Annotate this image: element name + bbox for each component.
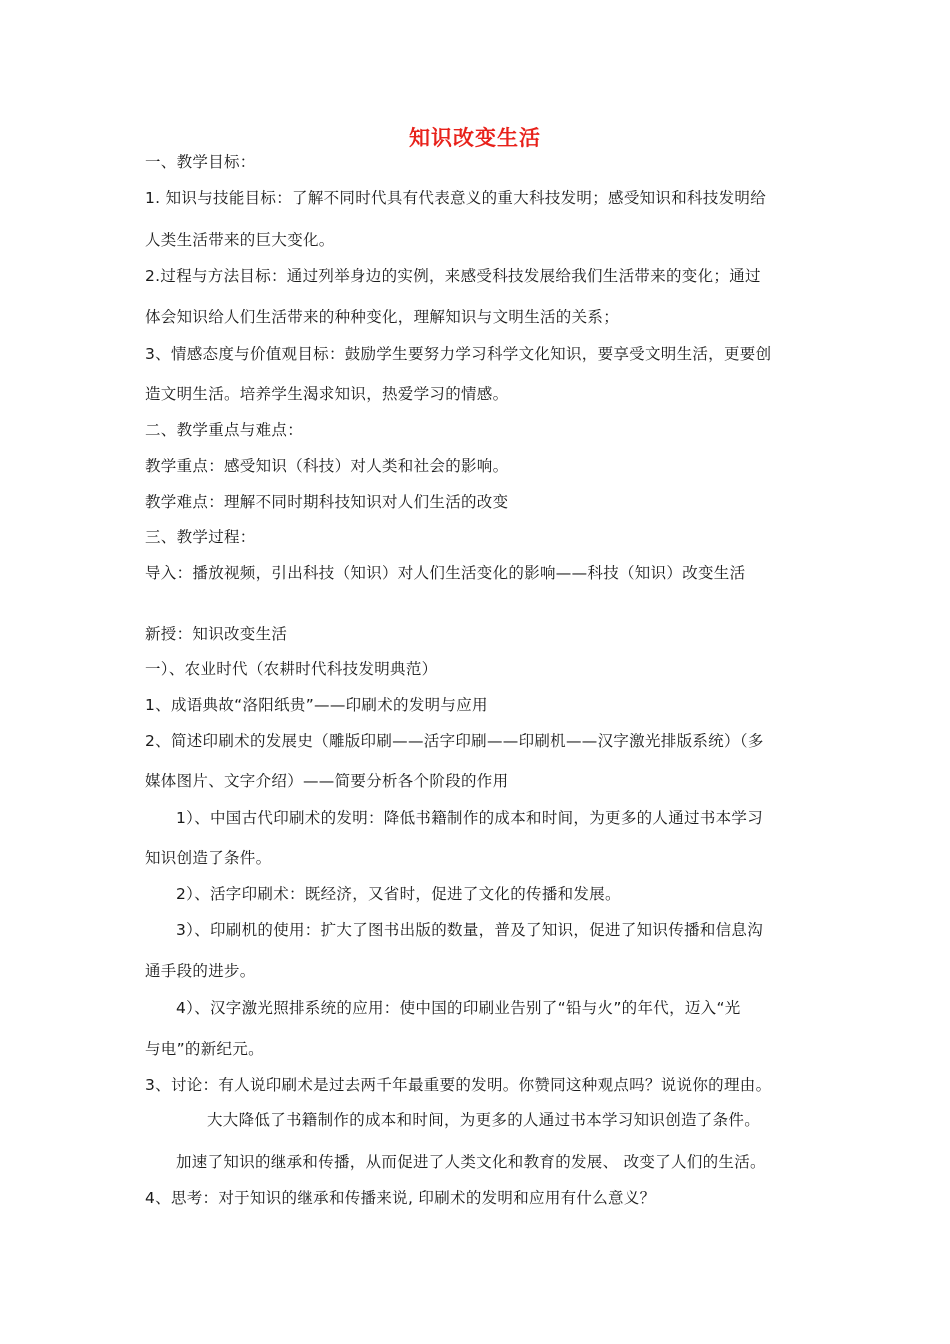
- text-line: 与电”的新纪元。: [145, 1040, 264, 1058]
- text-line: 教学重点：感受知识（科技）对人类和社会的影响。: [145, 457, 509, 475]
- text-line: 1. 知识与技能目标：了解不同时代具有代表意义的重大科技发明；感受知识和科技发明给: [145, 189, 767, 207]
- text-line: 一）、农业时代（农耕时代科技发明典范）: [145, 660, 438, 678]
- text-line: 知识创造了条件。: [145, 849, 272, 867]
- text-line: 一、教学目标：: [145, 153, 256, 171]
- text-line: 大大降低了书籍制作的成本和时间，为更多的人通过书本学习知识创造了条件。: [207, 1111, 761, 1129]
- section-heading: 二、教学重点与难点：: [145, 421, 304, 439]
- section-heading: 三、教学过程：: [145, 528, 256, 546]
- text-line: 3）、印刷机的使用：扩大了图书出版的数量，普及了知识，促进了知识传播和信息沟: [176, 921, 764, 939]
- text-line: 人类生活带来的巨大变化。: [145, 231, 335, 249]
- document-title: 知识改变生活: [409, 126, 541, 150]
- text-line: 1、成语典故“洛阳纸贵”——印刷术的发明与应用: [145, 696, 488, 714]
- text-line: 2）、活字印刷术：既经济，又省时，促进了文化的传播和发展。: [176, 885, 621, 903]
- text-line: 造文明生活。培养学生渴求知识，热爱学习的情感。: [145, 385, 509, 403]
- text-line: 加速了知识的继承和传播，从而促进了人类文化和教育的发展、 改变了人们的生活。: [176, 1153, 766, 1171]
- text-line: 3、讨论：有人说印刷术是过去两千年最重要的发明。你赞同这种观点吗？说说你的理由。: [145, 1076, 772, 1094]
- text-line: 2.过程与方法目标：通过列举身边的实例，来感受科技发展给我们生活带来的变化；通过: [145, 267, 761, 285]
- text-line: 2、简述印刷术的发展史（雕版印刷——活字印刷——印刷机——汉字激光排版系统）（多: [145, 732, 764, 750]
- text-line: 通手段的进步。: [145, 962, 256, 980]
- text-line: 1）、中国古代印刷术的发明：降低书籍制作的成本和时间，为更多的人通过书本学习: [176, 809, 764, 827]
- text-line: 4）、汉字激光照排系统的应用：使中国的印刷业告别了“铅与火”的年代，迈入“光: [176, 999, 741, 1017]
- text-line: 4、思考：对于知识的继承和传播来说, 印刷术的发明和应用有什么意义？: [145, 1189, 656, 1207]
- text-line: 导入：播放视频，引出科技（知识）对人们生活变化的影响——科技（知识）改变生活: [145, 564, 746, 582]
- text-line: 3、情感态度与价值观目标：鼓励学生要努力学习科学文化知识，要享受文明生活，更要创: [145, 345, 772, 363]
- text-line: 新授：知识改变生活: [145, 625, 288, 643]
- text-line: 教学难点：理解不同时期科技知识对人们生活的改变: [145, 493, 509, 511]
- text-line: 媒体图片、文字介绍）——简要分析各个阶段的作用: [145, 772, 509, 790]
- text-line: 体会知识给人们生活带来的种种变化，理解知识与文明生活的关系；: [145, 308, 620, 326]
